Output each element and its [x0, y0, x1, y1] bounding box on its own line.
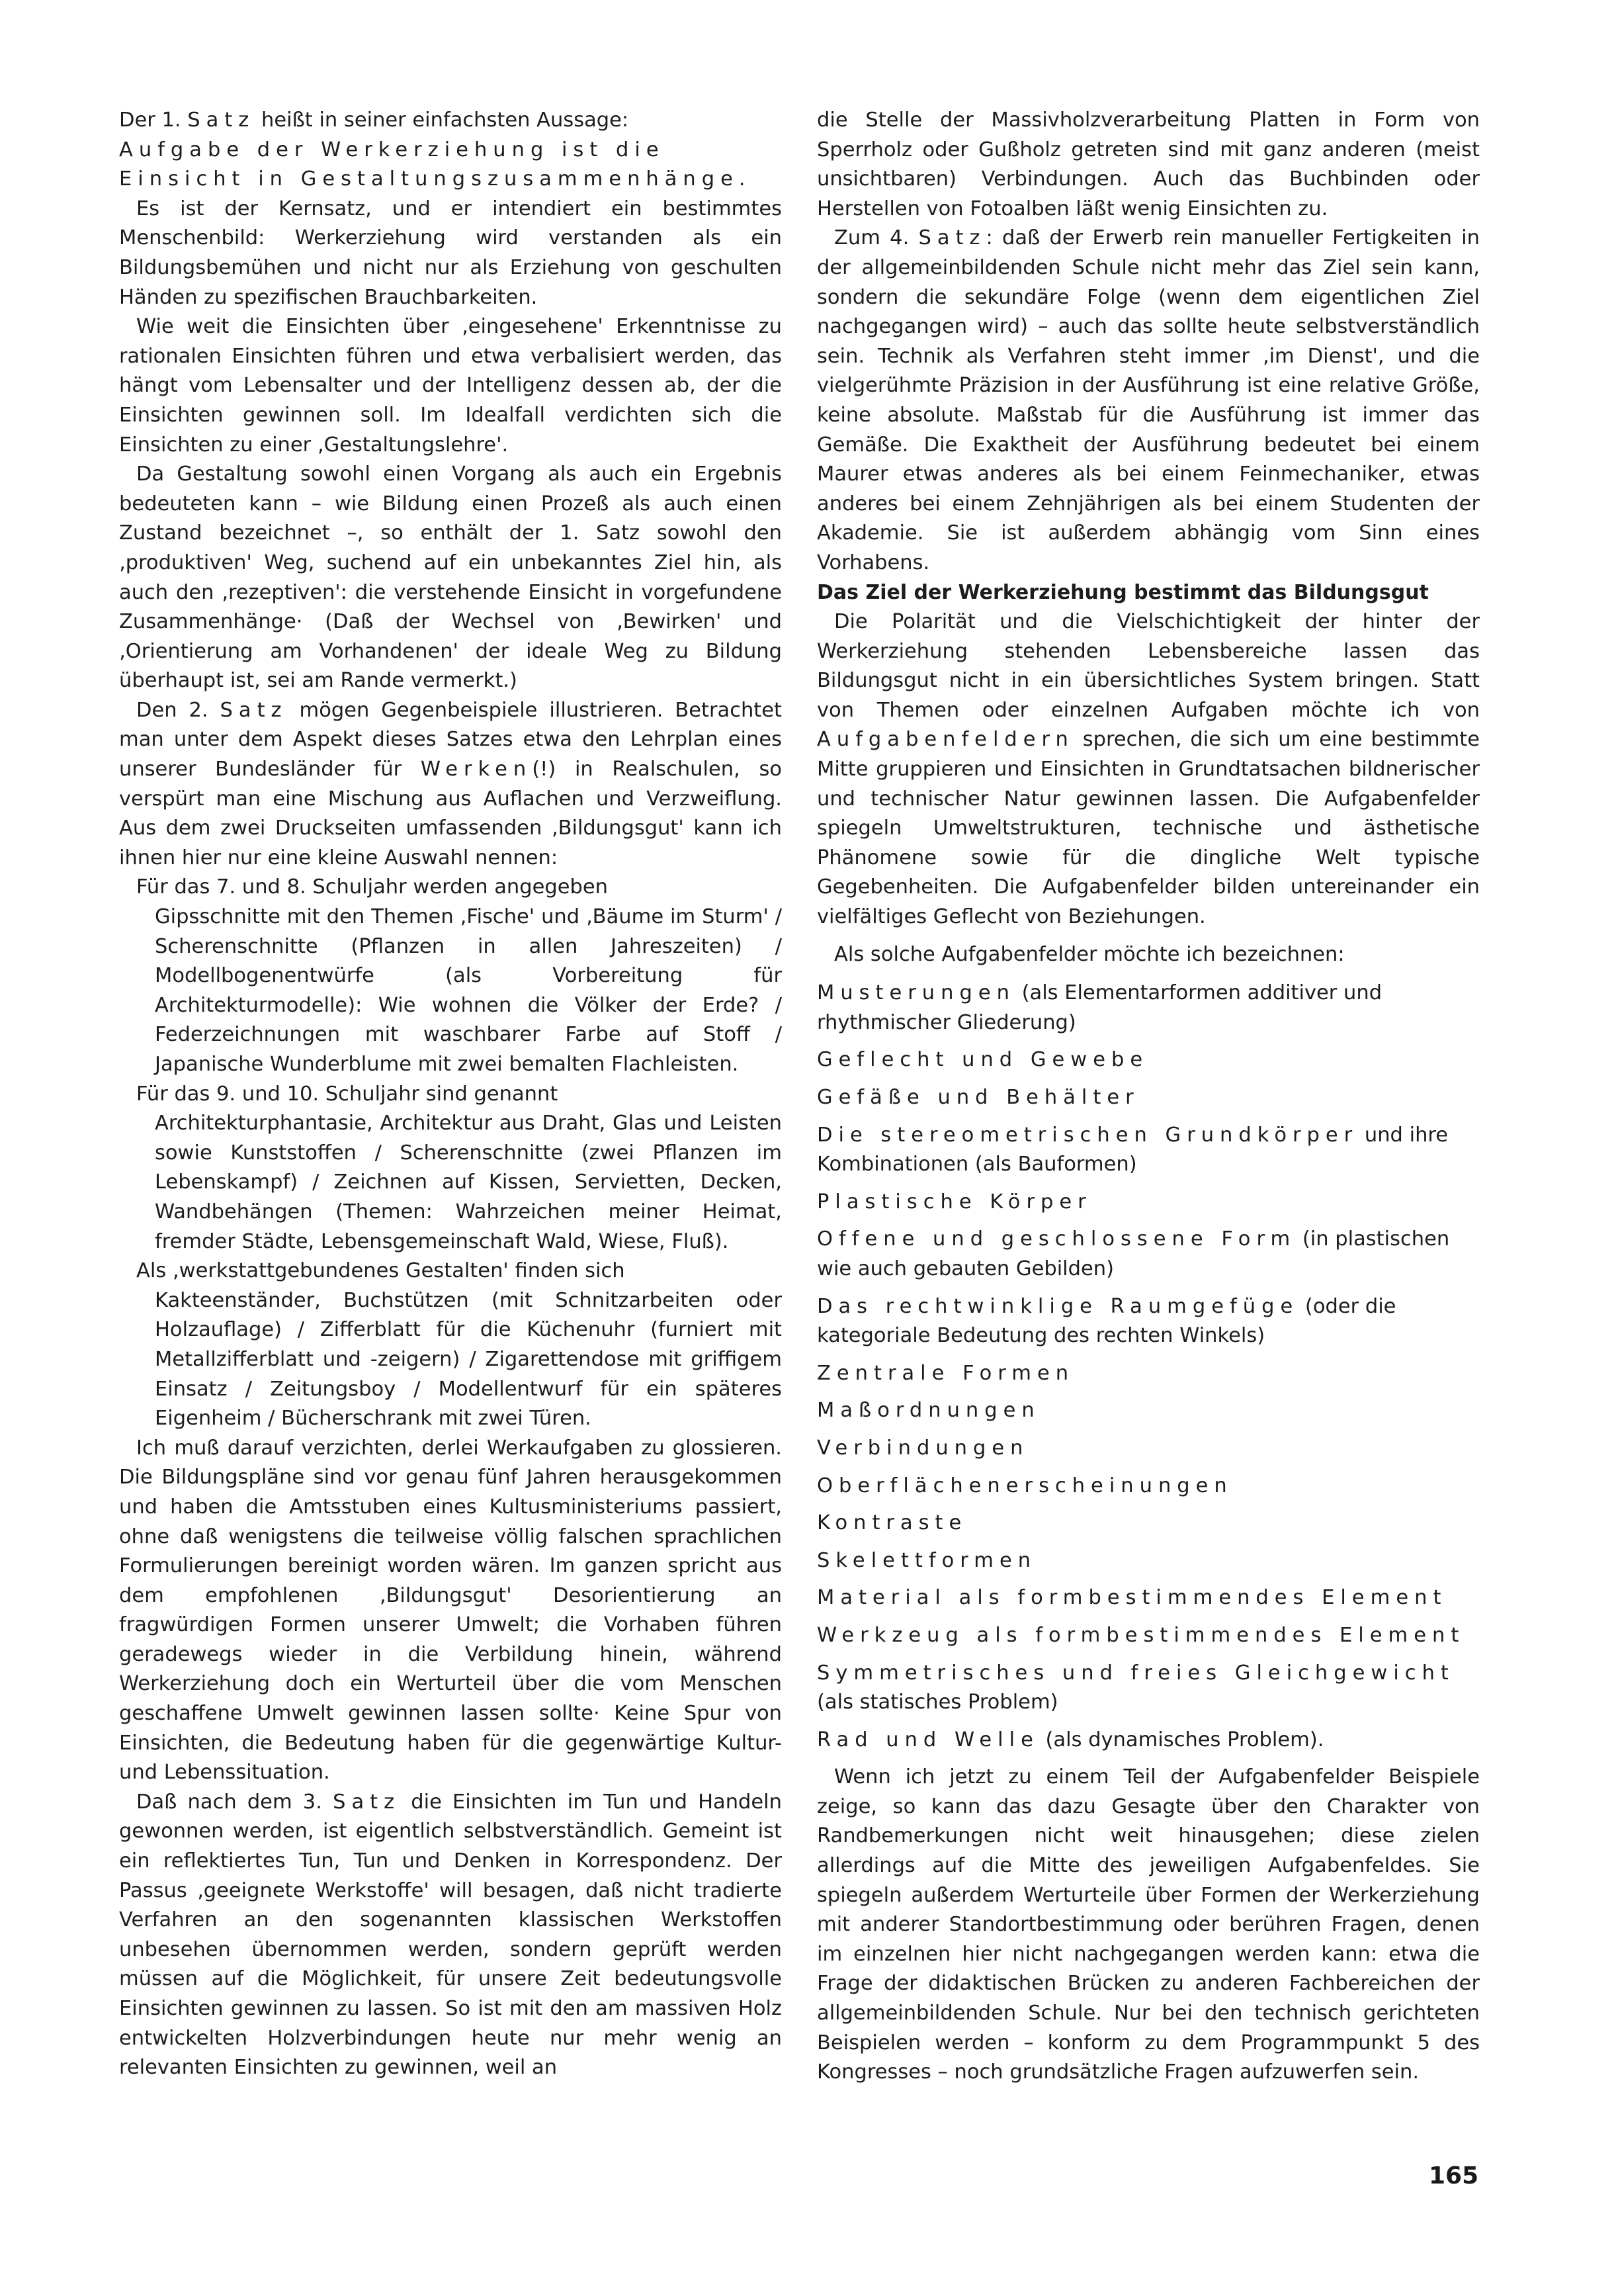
field-item: Maßordnungen [817, 1399, 1041, 1423]
field-item: Rad und Welle (als dynamisches Problem). [817, 1728, 1324, 1751]
field-item: Kontraste [817, 1511, 968, 1535]
field-item: Oberflächenerscheinungen [817, 1474, 1233, 1497]
field-item: Material als formbestimmendes Element [817, 1586, 1447, 1610]
field-item: Skelettformen [817, 1548, 1037, 1572]
field-item: Gefäße und Behälter [817, 1086, 1140, 1109]
paragraph: Wenn ich jetzt zu einem Teil der Aufgabenfelder Beispiele zeige, so kann das dazu Gesagte über den Charakter von Randbemerkungen nicht weit hinausgehen; diese zielen allerdings auf die Mitte des jeweiligen Aufgabenfeldes. Sie spiegeln außerdem Werturteile über Formen der Werkerziehung mit anderer Standortbestimmung oder berühren Fragen, denen im einzelnen hier nicht nachgegangen werden kann: etwa die Frage der didaktischen Brücken zu anderen Fachbereichen der allgemeinbildenden Schule. Nur bei den technisch gerichteten Beispielen werden – konform zu dem Programmpunkt 5 des Kongresses – noch grundsätzliche Fragen aufzuwerfen sein. [817, 1765, 1480, 2084]
field-item: Plastische Körper [817, 1190, 1092, 1214]
paragraph: Da Gestaltung sowohl einen Vorgang als auch ein Ergebnis bedeuteten kann – wie Bildung einen Prozeß als auch einen Zustand bezeichnet –, so enthält der 1. Satz sowohl den ‚produktiven' Weg, suchend auf ein unbekanntes Ziel hin, als auch den ‚rezeptiven': die verstehende Einsicht in vorgefundene Zusammenhänge· (Daß der Wechsel von ‚Bewirken' und ‚Orientierung am Vorhandenen' der ideale Weg zu Bildung überhaupt ist, sei am Rande vermerkt.) [119, 463, 782, 693]
paragraph: Die Polarität und die Vielschichtigkeit der hinter der Werkerziehung stehenden Lebensbereiche lassen das Bildungsgut nicht in ein übersichtliches System bringen. Statt von Themen oder einzelnen Aufgaben möchte ich von Aufgabenfeldern sprechen, die sich um eine bestimmte Mitte gruppieren und Einsichten in Grundtatsachen bildnerischer und technischer Natur gewinnen lassen. Die Aufgabenfelder spiegeln Umweltstrukturen, technische und ästhetische Phänomene sowie für die dingliche Welt typische Gegebenheiten. Die Aufgabenfelder bilden untereinander ein vielfältiges Geflecht von Beziehungen. [817, 610, 1480, 929]
list-heading: Als ‚werkstattgebundenes Gestalten' finden sich [136, 1259, 625, 1283]
field-item: Die stereometrischen Grundkörper und ihre Kombinationen (als Bauformen) [817, 1123, 1449, 1176]
paragraph: Als solche Aufgabenfelder möchte ich bezeichnen: [834, 942, 1345, 966]
list-block: Kakteenständer, Buchstützen (mit Schnitzarbeiten oder Holzauflage) / Zifferblatt für die Küchenuhr (furniert mit Metallzifferblatt und -zeigern) / Zigarettendose mit griffigem Einsatz / Zeitungsboy / Modellentwurf für ein späteres Eigenheim / Bücherschrank mit zwei Türen. [155, 1288, 782, 1431]
paragraph: die Stelle der Massivholzverarbeitung Platten in Form von Sperrholz oder Gußholz getreten sind mit ganz anderen (meist unsichtbaren) Verbindungen. Auch das Buchbinden oder Herstellen von Fotoalben läßt wenig Einsichten zu. [817, 109, 1480, 220]
paragraph: Daß nach dem 3. Satz die Einsichten im Tun und Handeln gewonnen werden, ist eigentlich selbstverständlich. Gemeint ist ein reflektiertes Tun, Tun und Denken in Korrespondenz. Der Passus ‚geeignete Werkstoffe' will besagen, daß nicht tradierte Verfahren an den sogenannten klassischen Werkstoffen unbesehen übernommen werden, sondern geprüft werden müssen auf die Möglichkeit, für unsere Zeit bedeutungsvolle Einsichten gewinnen zu lassen. So ist mit den am massiven Holz entwickelten Holzverbindungen heute nur mehr wenig an relevanten Einsichten zu gewinnen, weil an [119, 1790, 782, 2080]
list-heading: Für das 9. und 10. Schuljahr sind genannt [136, 1082, 558, 1106]
key-sentence: Aufgabe der Werkerziehung ist die Einsicht in Gestaltungszusammenhänge. [119, 138, 751, 191]
paragraph: Der 1. Satz heißt in seiner einfachsten Aussage: [119, 109, 629, 132]
paragraph: Ich muß darauf verzichten, derlei Werkaufgaben zu glossieren. Die Bildungspläne sind vor genau fünf Jahren herausgekommen und haben die Amtsstuben eines Kultusministeriums passiert, ohne daß wenigstens die teilweise völlig falschen sprachlichen Formulierungen bereinigt worden wären. Im ganzen spricht aus dem empfohlenen ‚Bildungsgut' Desorientierung an fragwürdigen Formen unserer Umwelt; die Vorhaben führen geradewegs wieder in die Verbildung hinein, während Werkerziehung doch ein Werturteil über die vom Menschen geschaffene Umwelt gewinnen lassen sollte· Keine Spur von Einsichten, die Bedeutung haben für die gegenwärtige Kultur- und Lebenssituation. [119, 1436, 782, 1785]
right-column [817, 106, 1480, 2088]
list-block: Gipsschnitte mit den Themen ‚Fische' und ‚Bäume im Sturm' / Scherenschnitte (Pflanzen in allen Jahreszeiten) / Modellbogenentwürfe (als Vorbereitung für Architekturmodelle): Wie wohnen die Völker der Erde? / Federzeichnungen mit waschbarer Farbe auf Stoff / Japanische Wunderblume mit zwei bemalten Flachleisten. [155, 905, 782, 1076]
page-number: 165 [1429, 2162, 1479, 2189]
section-heading: Das Ziel der Werkerziehung bestimmt das Bildungsgut [817, 580, 1429, 604]
paragraph: Es ist der Kernsatz, und er intendiert ein bestimmtes Menschenbild: Werkerziehung wird verstanden als ein Bildungsbemühen und nicht nur als Erziehung von geschulten Händen zu spezifischen Brauchbarkeiten. [119, 197, 782, 309]
left-column [119, 106, 782, 2083]
paragraph: Den 2. Satz mögen Gegenbeispiele illustrieren. Betrachtet man unter dem Aspekt dieses Satzes etwa den Lehrplan eines unserer Bundesländer für Werken(!) in Realschulen, so verspürt man eine Mischung aus Auflachen und Verzweiflung. Aus dem zwei Druckseiten umfassenden ‚Bildungsgut' kann ich ihnen hier nur eine kleine Auswahl nennen: [119, 698, 782, 869]
list-heading: Für das 7. und 8. Schuljahr werden angegeben [136, 875, 608, 899]
field-item: Symmetrisches und freies Gleichgewicht (als statisches Problem) [817, 1661, 1455, 1714]
field-item: Zentrale Formen [817, 1361, 1075, 1385]
list-block: Architekturphantasie, Architektur aus Draht, Glas und Leisten sowie Kunststoffen / Scherenschnitte (zwei Pflanzen im Lebenskampf) / Zeichnen auf Kissen, Servietten, Decken, Wandbehängen (Themen: Wahrzeichen meiner Heimat, fremder Städte, Lebensgemeinschaft Wald, Wiese, Fluß). [155, 1112, 782, 1253]
field-item: Geflecht und Gewebe [817, 1048, 1149, 1072]
field-item: Offene und geschlossene Form (in plastischen wie auch gebauten Gebilden) [817, 1227, 1450, 1280]
paragraph: Zum 4. Satz: daß der Erwerb rein manueller Fertigkeiten in der allgemeinbildenden Schule nicht mehr das Ziel sein kann, sondern die sekundäre Folge (wenn dem eigentlichen Ziel nachgegangen wird) – auch das sollte heute selbstverständlich sein. Technik als Verfahren steht immer ‚im Dienst', und die vielgerühmte Präzision in der Ausführung ist eine relative Größe, keine absolute. Maßstab für die Ausführung ist immer das Gemäße. Die Exaktheit der Ausführung bedeutet bei einem Maurer etwas anderes als bei einem Feinmechaniker, etwas anderes bei einem Zehnjährigen als bei einem Studenten der Akademie. Sie ist außerdem abhängig vom Sinn eines Vorhabens. [817, 226, 1480, 574]
field-item: Verbindungen [817, 1436, 1029, 1460]
field-item: Musterungen (als Elementarformen additiver und rhythmischer Gliederung) [817, 981, 1382, 1034]
field-item: Werkzeug als formbestimmendes Element [817, 1623, 1465, 1647]
paragraph: Wie weit die Einsichten über ‚eingesehene' Erkenntnisse zu rationalen Einsichten führen und etwa verbalisiert werden, das hängt vom Lebensalter und der Intelligenz dessen ab, der die Einsichten gewinnen soll. Im Idealfall verdichten sich die Einsichten zu einer ‚Gestaltungslehre'. [119, 315, 782, 457]
field-item: Das rechtwinklige Raumgefüge (oder die kategoriale Bedeutung des rechten Winkels) [817, 1294, 1396, 1348]
